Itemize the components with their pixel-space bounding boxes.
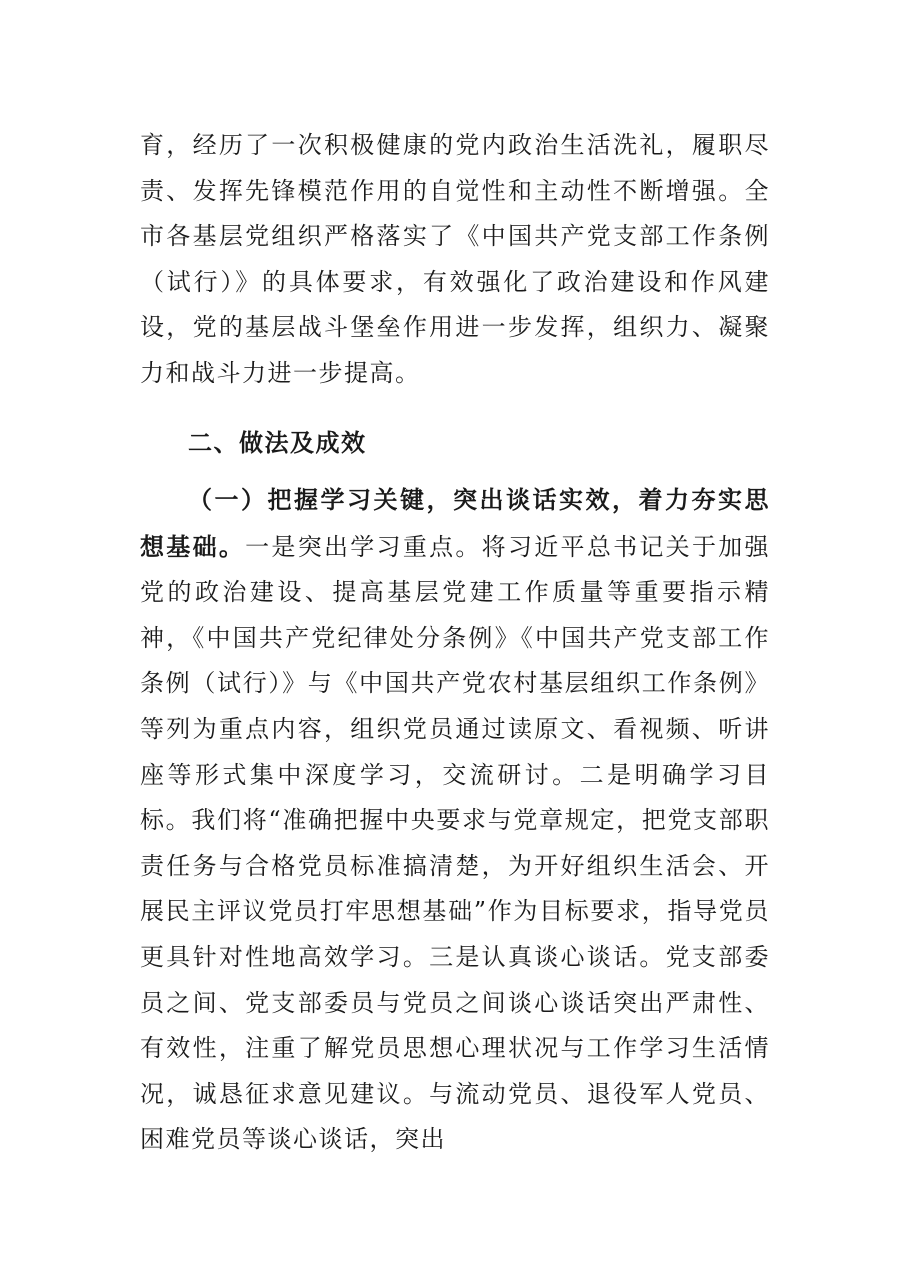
section-heading: 二、做法及成效 xyxy=(188,428,367,457)
subsection-heading: （一）把握学习关键，突出谈话实效，着力夯实思想基础。 xyxy=(140,485,770,561)
body-paragraph: 育，经历了一次积极健康的党内政治生活洗礼，履职尽责、发挥先锋模范作用的自觉性和主动性不断增强。全市各基层党组织严格落实了《中国共产党支部工作条例（试行）》的具体要求，有效强化了政治建设和作风建设，党的基层战斗堡垒作用进一步发挥，组织力、凝聚力和战斗力进一步提高。 xyxy=(140,131,770,387)
subsection-body-text: 一是突出学习重点。将习近平总书记关于加强党的政治建设、提高基层党建工作质量等重要指示精神，《中国共产党纪律处分条例》《中国共产党支部工作条例（试行）》与《中国共产党农村基层组织工作条例》等列为重点内容，组织党员通过读原文、看视频、听讲座等形式集中深度学习，交流研讨。二是明确学习目标。我们将“准确把握中央要求与党章规定，把党支部职责任务与合格党员标准搞清楚，为开好组织生活会、开展民主评议党员打牢思想基础”作为目标要求，指导党员更具针对性地高效学习。三是认真谈心谈话。党支部委员之间、党支部委员与党员之间谈心谈话突出严肃性、有效性，注重了解党员思想心理状况与工作学习生活情况，诚恳征求意见建议。与流动党员、退役军人党员、困难党员等谈心谈话，突出 xyxy=(140,532,771,1154)
body-paragraph-with-subheading xyxy=(140,477,770,1163)
